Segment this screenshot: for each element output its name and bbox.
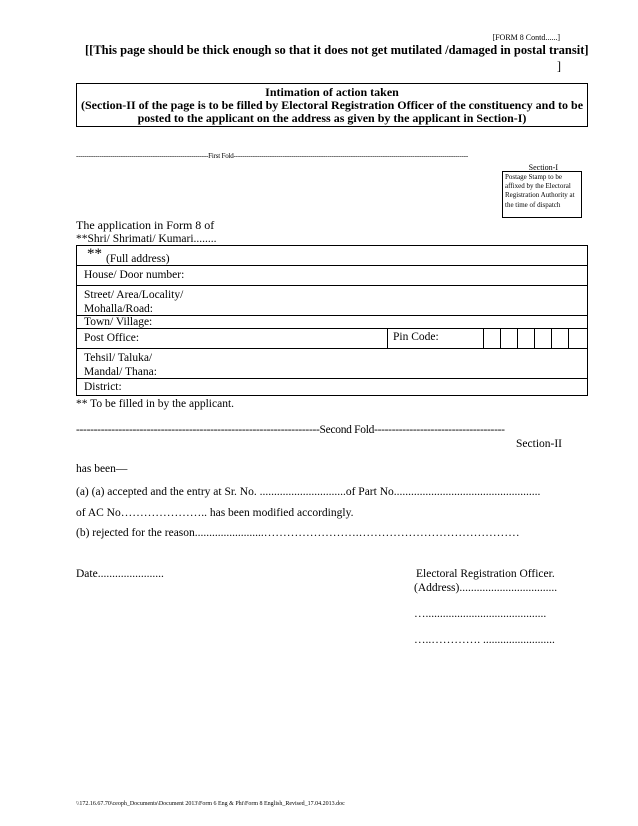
rejected-reason-line[interactable]: (b) rejected for the reason........................…………………….…………………………………… [76, 527, 520, 539]
pin-digit-box[interactable] [568, 329, 569, 348]
pin-digit-box[interactable] [534, 329, 535, 348]
house-label: House/ Door number: [84, 269, 185, 281]
town-label: Town/ Village: [84, 316, 153, 328]
intimation-box [76, 83, 588, 127]
officer-address-line-3[interactable]: …..…………. ......................... [414, 634, 555, 646]
pin-digit-box[interactable] [551, 329, 552, 348]
intimation-line-2: posted to the applicant on the address as given by the applicant in Section-I) [137, 111, 527, 125]
officer-address-line-2[interactable]: ….......................................... [414, 608, 547, 620]
accepted-entry-line[interactable]: (a) (a) accepted and the entry at Sr. No. ..............................of Part No................................................... [76, 486, 541, 498]
full-address-label: (Full address) [106, 253, 170, 265]
tehsil-label-2: Mandal/ Thana: [84, 366, 157, 378]
street-label-2: Mohalla/Road: [84, 303, 153, 315]
street-row[interactable] [77, 286, 587, 316]
document-file-path: \\172.16.67.70\ceoph_Documents\Document 2013\Form 6 Eng & Phi\Form 8 English_Revised_17.04.2013.doc [76, 801, 345, 807]
postage-stamp-box: Postage Stamp to be affixed by the Electoral Registration Authority at the time of dispatch [502, 171, 582, 218]
applicant-name-field[interactable]: **Shri/ Shrimati/ Kumari........ [76, 233, 217, 245]
second-fold-line: ---------------------------------------------------------------------Second Fold------------------------------------- [76, 424, 505, 436]
officer-title: Electoral Registration Officer. [416, 568, 555, 580]
officer-address-field[interactable]: (Address).................................. [414, 582, 558, 594]
date-field[interactable]: Date....................... [76, 568, 164, 580]
has-been-label: has been— [76, 463, 128, 475]
post-office-row [77, 329, 587, 349]
section-2-label: Section-II [516, 438, 562, 450]
district-label: District: [84, 381, 122, 393]
postal-transit-note-close: ] [556, 59, 561, 73]
tehsil-label-1: Tehsil/ Taluka/ [84, 352, 153, 364]
district-row[interactable] [77, 379, 587, 397]
application-line-1: The application in Form 8 of [76, 218, 215, 232]
postal-transit-note [85, 42, 589, 73]
applicant-footnote: ** To be filled in by the applicant. [76, 398, 235, 410]
ac-no-line[interactable]: of AC No………………….. has been modified accordingly. [76, 507, 354, 519]
street-label-1: Street/ Area/Locality/ [84, 289, 184, 301]
full-address-row [77, 246, 587, 266]
pin-code-label: Pin Code: [393, 331, 439, 343]
pin-digit-box[interactable] [483, 329, 484, 348]
pin-separator [387, 329, 388, 348]
tehsil-row[interactable] [77, 349, 587, 379]
form-continued-label: [FORM 8 Contd......] [492, 33, 560, 42]
intimation-line-1: (Section-II of the page is to be filled by Electoral Registration Officer of the constituency and to be [80, 98, 584, 112]
pin-digit-box[interactable] [500, 329, 501, 348]
house-row[interactable] [77, 266, 587, 286]
post-office-label: Post Office: [84, 332, 140, 344]
full-address-stars: ** [87, 246, 102, 262]
town-row[interactable] [77, 316, 587, 329]
postal-transit-note-text: [[This page should be thick enough so that it does not get mutilated /damaged in postal transit] [85, 43, 589, 57]
address-table [76, 245, 588, 396]
first-fold-line: --------------------------------------------------------------First Fold-------------------------------------------------------------------------------------------------------------- [76, 152, 468, 160]
section-1-label: Section-I [528, 163, 558, 172]
pin-digit-box[interactable] [517, 329, 518, 348]
intimation-title: Intimation of action taken [265, 85, 399, 99]
